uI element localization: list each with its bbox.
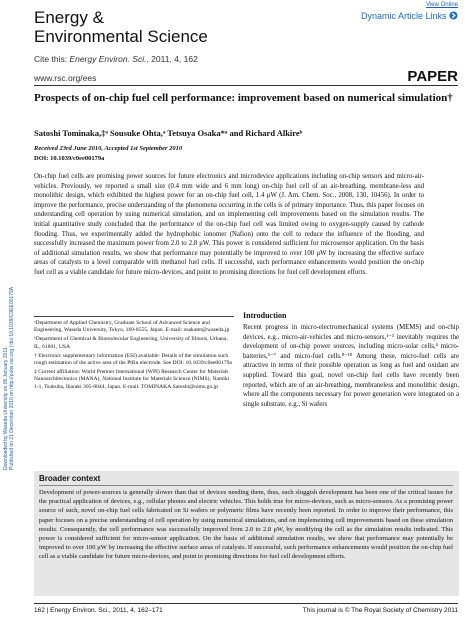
dynamic-article-links[interactable] [361,11,458,21]
dynamic-article-links-label: Dynamic Article Links [360,11,447,21]
footnote-current-affiliation: ‡ Current affiliation: World Premier International (WPI) Research Center for Materials Nanoarchitectonics (MANA), National Institute for Materials Science (NIMS), Namiki 1-1, Tsukuba, Ibaraki 305-0044, Japan. E-mail: TOMINAKA.Satoshi@nims.go.jp [34,369,230,390]
abstract: On-chip fuel cells are promising power sources for future electronics and microdevice applications including on-chip sensors and micro-air-vehicles. Previously, we reported a small size (0.4 mm wide and 6 mm long) on-chip fuel cell of an air-breathing, membrane-less and monolithic design, which exhibited the highest power for an on-chip fuel cell, 1.4 μW (J. Am. Chem. Soc., 2008, 130, 10456). In order to improve the performance, precise understanding of the phenomena occurring in the cells is of primary importance. Thus, this paper focuses on understanding cell operation by using numerical simulation, and on implementing cell improvements based on the simulation results. The initial quantitative study concluded that the performance of the on-chip fuel cell was limited owing to oxygen-supply caused by cathode flooding. Thus, we experimentally added the hydrophobic ionomer (Nafion) onto the cell to reduce the influence of the flooding, and successfully increased the maximum power from 2.0 to 2.8 μW. This power is considered sufficient for microsensor application. On the basis of additional simulation results, we show that performance may potentially be improved to over 100 μW by increasing the effective surface areas of catalysts to a level comparable with methanol fuel cells. If successful, such performance enhancements would position the on-chip fuel cell as a viable candidate for future micro-devices, and point to promising directions for fuel cell development efforts. [34,173,424,276]
download-notice: Downloaded by Waseda University on 05 January 2011 [3,347,9,470]
journal-title-line1: Energy & [34,8,104,27]
header-divider [34,85,458,86]
arrow-right-icon [449,11,458,20]
received-dates: Received 23rd June 2010, Accepted 1st September 2010 [34,145,183,152]
footnote-divider [34,316,234,317]
side-margin-notice [3,170,13,470]
introduction-text: Recent progress in micro-electromechanical systems (MEMS) and on-chip devices, e.g., micro-air-vehicles and micro-sensors,¹⁻³ inevitably requires the development of on-chip power sources, including micro-solar cells,⁴ micro-batteries,⁵⁻⁷ and micro-fuel cells.⁸⁻¹⁸ Among these, micro-fuel cells are attractive in terms of their possible operation as long as fuel and oxidant are supplied. Toward this goal, novel on-chip fuel cells have recently been reported, which are of an air-breathing, membraneless and monolithic design, where all the components necessary for power generation were integrated on a single substrate, e.g., Si wafers [243,324,459,408]
journal-url[interactable]: www.rsc.org/ees [34,73,97,83]
introduction-heading: Introduction [243,311,287,320]
footnote-esi: † Electronic supplementary information (ESI) available: Details of the simulation such rough estimation of the active area of the PtRu electrode. See DOI: 10.1039/c0ee00179a [34,352,232,367]
doi[interactable]: DOI: 10.1039/c0ee00179a [34,155,105,162]
footnote-affiliation-b: ᵇDepartment of Chemical & Biomolecular Engineering, University of Illinois, Urbana, IL, 61801, USA [34,336,228,350]
footnote-affiliation-a: ᵃDepartment of Applied Chemistry, Graduate School of Advanced Science and Engineering, Waseda University, Tokyo, 169-8555, Japan. E-mail: osakatet@waseda.jp [34,320,230,334]
broader-context-heading: Broader context [39,474,101,483]
author-list: Satoshi Tominaka,‡ᵃ Sousuke Ohta,ᵃ Tetsuya Osaka*ᵃ and Richard Alkireᵇ [34,128,303,138]
section-label: PAPER [407,68,458,85]
citation-line: Cite this: Energy Environ. Sci., 2011, 4, 162 [34,54,198,64]
article-title: Prospects of on-chip fuel cell performance: improvement based on numerical simulation† [34,92,453,104]
footer-copyright: This journal is © The Royal Society of Chemistry 2011 [302,607,458,614]
broader-context-text: Development of power-sources is generally slower than that of devices needing them, thus, such sluggish development has been one of the critical issues for the practical application of devices, e.g., cellular phones and electric vehicles. This holds true for micro-devices, such as micro-sensors. As a promising power source of such, novel on-chip fuel cells fabricated on Si wafers or polymeric films have recently been reported. In order to improve their performance, this paper focuses on a precise understanding of cell operation by using numerical simulations, and on implementing cell improvements based on these simulation results. Consequently, the cell performance was successfully improved from 2.0 to 2.8 μW, by modifying the cell as the simulation results indicated. This power is considered sufficient for micro-sensor application. On the basis of additional simulation results, we show that performance may potentially be improved to over 100 μW by increasing the effective surface areas of catalysts. If successful, such performance enhancements would position the on-chip fuel cell as a viable candidate for future micro-devices, and point to promising directions for fuel cell development efforts. [39,489,453,561]
broader-context-divider [39,485,453,486]
footer-divider [34,603,458,604]
view-online-link[interactable]: View Online [426,2,458,8]
publish-notice[interactable]: Published on 21 December 2010 on http://pubs.rsc.org | doi:10.1039/C0EE00179A [9,286,15,470]
footer-citation: 162 | Energy Environ. Sci., 2011, 4, 162–171 [34,607,163,614]
journal-title-line2: Environmental Science [34,27,208,46]
footnotes [34,320,234,393]
journal-title [34,8,208,46]
cite-journal: Energy Environ. Sci. [69,54,147,64]
